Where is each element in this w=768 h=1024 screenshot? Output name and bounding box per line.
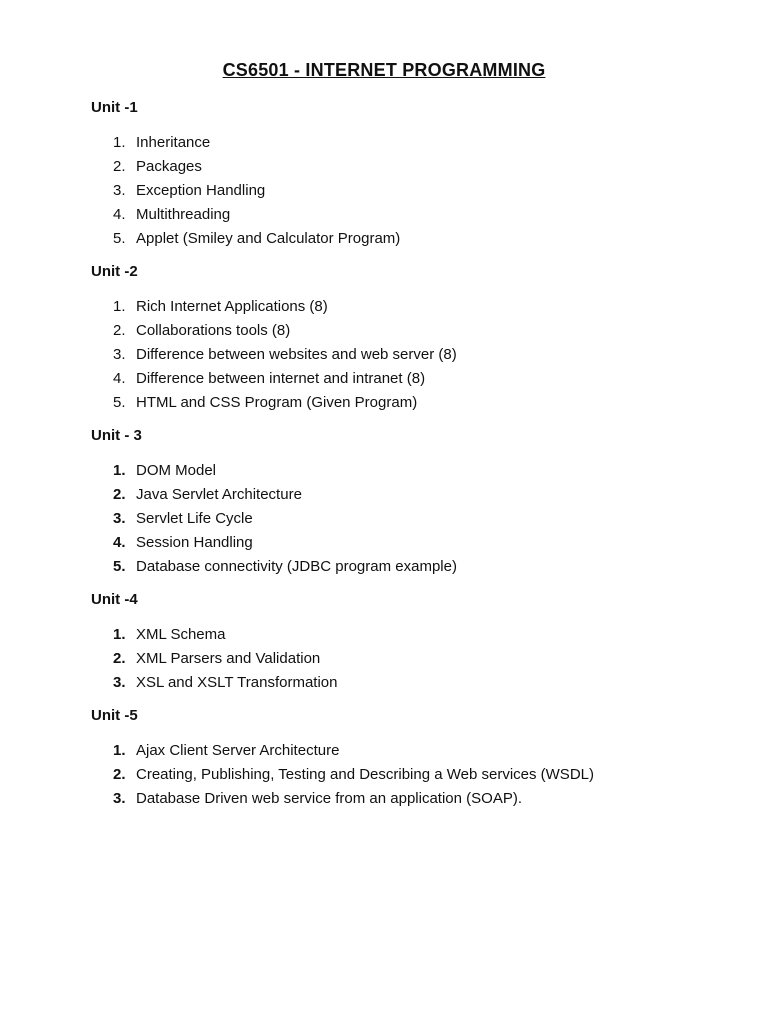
item-text: Multithreading (136, 206, 231, 223)
item-text: XSL and XSLT Transformation (136, 674, 338, 691)
list-item (91, 203, 711, 227)
unit-heading: Unit -2 (91, 263, 138, 280)
item-number: 3. (113, 182, 126, 199)
item-number: 1. (113, 742, 126, 759)
list-item (91, 155, 711, 179)
item-number: 2. (113, 322, 126, 339)
item-text: Ajax Client Server Architecture (136, 742, 340, 759)
unit-3-section (91, 427, 711, 579)
list-item (91, 179, 711, 203)
item-number: 5. (113, 230, 126, 247)
item-number: 4. (113, 534, 126, 551)
item-number: 1. (113, 134, 126, 151)
list-item (91, 295, 711, 319)
unit-2-list (91, 295, 711, 415)
unit-5-list (91, 739, 711, 811)
item-text: DOM Model (136, 462, 217, 479)
unit-1-list (91, 131, 711, 251)
item-text: XML Parsers and Validation (136, 650, 321, 667)
unit-heading: Unit -4 (91, 591, 138, 608)
page-title: CS6501 - INTERNET PROGRAMMING (222, 60, 546, 80)
item-text: XML Schema (136, 626, 226, 643)
item-number: 4. (113, 206, 126, 223)
unit-4-section (91, 591, 711, 695)
item-text: Database connectivity (JDBC program example) (136, 558, 457, 575)
item-text: Session Handling (136, 534, 253, 551)
list-item (91, 507, 711, 531)
item-text: Creating, Publishing, Testing and Describing a Web services (WSDL) (136, 766, 594, 783)
list-item (91, 319, 711, 343)
unit-heading: Unit - 3 (91, 427, 142, 444)
item-number: 3. (113, 674, 126, 691)
list-item (91, 623, 711, 647)
list-item (91, 671, 711, 695)
list-item (91, 739, 711, 763)
item-number: 5. (113, 558, 126, 575)
list-item (91, 647, 711, 671)
unit-heading: Unit -1 (91, 99, 138, 116)
item-number: 2. (113, 766, 126, 783)
list-item (91, 131, 711, 155)
list-item (91, 483, 711, 507)
item-number: 3. (113, 790, 126, 807)
item-number: 2. (113, 486, 126, 503)
item-number: 1. (113, 298, 126, 315)
list-item (91, 367, 711, 391)
list-item (91, 227, 711, 251)
item-number: 5. (113, 394, 126, 411)
item-number: 4. (113, 370, 126, 387)
unit-5-section (91, 707, 711, 811)
unit-4-list (91, 623, 711, 695)
unit-3-list (91, 459, 711, 579)
item-number: 2. (113, 158, 126, 175)
item-number: 2. (113, 650, 126, 667)
item-text: Collaborations tools (8) (136, 322, 291, 339)
item-text: Difference between internet and intranet (8) (136, 370, 426, 387)
unit-2-section (91, 263, 711, 415)
item-text: Database Driven web service from an application (SOAP). (136, 790, 523, 807)
list-item (91, 391, 711, 415)
item-number: 1. (113, 462, 126, 479)
list-item (91, 343, 711, 367)
unit-1-section (91, 99, 711, 251)
item-text: Difference between websites and web server (8) (136, 346, 457, 363)
item-number: 3. (113, 346, 126, 363)
item-number: 1. (113, 626, 126, 643)
list-item (91, 531, 711, 555)
item-text: Packages (136, 158, 202, 175)
list-item (91, 787, 711, 811)
list-item (91, 763, 711, 787)
unit-heading: Unit -5 (91, 707, 138, 724)
item-number: 3. (113, 510, 126, 527)
item-text: HTML and CSS Program (Given Program) (136, 394, 418, 411)
item-text: Inheritance (136, 134, 211, 151)
item-text: Rich Internet Applications (8) (136, 298, 328, 315)
list-item (91, 459, 711, 483)
item-text: Applet (Smiley and Calculator Program) (136, 230, 401, 247)
list-item (91, 555, 711, 579)
item-text: Servlet Life Cycle (136, 510, 253, 527)
item-text: Exception Handling (136, 182, 266, 199)
item-text: Java Servlet Architecture (136, 486, 302, 503)
